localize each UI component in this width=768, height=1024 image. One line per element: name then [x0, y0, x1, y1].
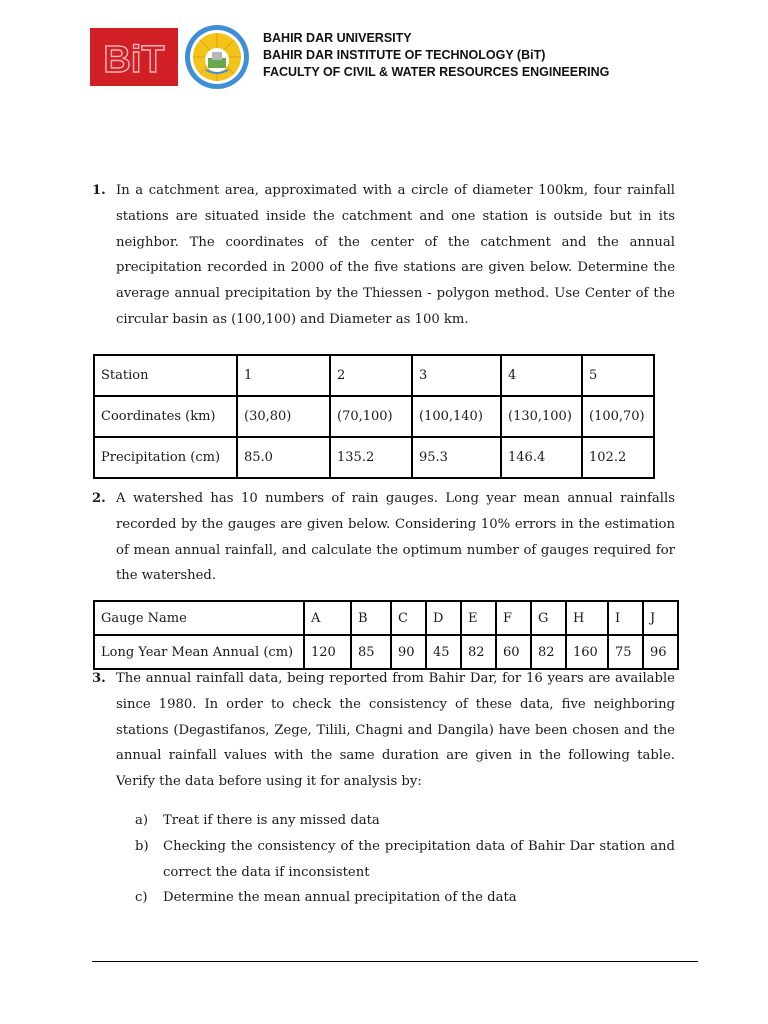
stations-table — [93, 354, 655, 479]
table-cell: (100,140) — [412, 396, 501, 437]
table-cell: 90 — [391, 635, 426, 669]
university-seal — [184, 24, 250, 90]
table-cell: 120 — [304, 635, 351, 669]
table-cell: 95.3 — [412, 437, 501, 478]
table-row — [94, 355, 654, 396]
bit-logo — [90, 28, 178, 86]
table-cell: 75 — [608, 635, 643, 669]
list-item-text: Checking the consistency of the precipitation data of Bahir Dar station and correct the data if inconsistent — [163, 838, 675, 880]
institute-name: BAHIR DAR INSTITUTE OF TECHNOLOGY (BiT) — [263, 48, 546, 62]
table-cell: 85.0 — [237, 437, 330, 478]
list-item-text: Treat if there is any missed data — [163, 813, 380, 828]
table-cell: 1 — [237, 355, 330, 396]
question-1 — [92, 178, 675, 333]
table-cell: Station — [94, 355, 237, 396]
page-header — [90, 24, 710, 90]
table-row — [94, 635, 678, 669]
footer-divider — [92, 961, 698, 962]
table-cell: Long Year Mean Annual (cm) — [94, 635, 304, 669]
table-cell: A — [304, 601, 351, 635]
sub-question-list — [135, 808, 675, 911]
table-cell: 4 — [501, 355, 582, 396]
table-cell: H — [566, 601, 608, 635]
table-cell: J — [643, 601, 678, 635]
list-marker: a) — [135, 813, 149, 828]
table-cell: 5 — [582, 355, 654, 396]
question-number: 2. — [92, 491, 106, 506]
faculty-name: FACULTY OF CIVIL & WATER RESOURCES ENGINEERING — [263, 65, 610, 79]
question-3 — [92, 666, 675, 795]
bit-logo-text: BiT — [103, 39, 165, 81]
table-cell: 82 — [531, 635, 566, 669]
table-cell: Coordinates (km) — [94, 396, 237, 437]
list-item — [135, 834, 675, 886]
table-cell: Gauge Name — [94, 601, 304, 635]
table-cell: 160 — [566, 635, 608, 669]
table-cell: I — [608, 601, 643, 635]
question-text: In a catchment area, approximated with a circle of diameter 100km, four rainfall stations are situated inside the catchment and one station is outside but in its neighbor. The coordinates of the center of the catchment and the annual precipitation recorded in 2000 of the five stations are given below. Determine the average annual precipitation by the Thiessen - polygon method. Use Center of the circular basin as (100,100) and Diameter as 100 km. — [116, 183, 675, 327]
table-cell: (100,70) — [582, 396, 654, 437]
table-cell: (30,80) — [237, 396, 330, 437]
table-cell: E — [461, 601, 496, 635]
institution-names — [263, 30, 609, 81]
bit-logo-graphic — [90, 28, 178, 86]
table-cell: Precipitation (cm) — [94, 437, 237, 478]
table-cell: D — [426, 601, 461, 635]
list-item-text: Determine the mean annual precipitation of the data — [163, 890, 517, 906]
table-cell: 60 — [496, 635, 531, 669]
question-number: 1. — [92, 183, 106, 198]
table-cell: 82 — [461, 635, 496, 669]
question-2 — [92, 486, 675, 589]
question-number: 3. — [92, 671, 106, 686]
table-row — [94, 601, 678, 635]
table-cell: G — [531, 601, 566, 635]
university-name: BAHIR DAR UNIVERSITY — [263, 31, 412, 45]
list-item — [135, 885, 675, 911]
table-cell: 3 — [412, 355, 501, 396]
list-item — [135, 808, 675, 834]
seal-graphic — [184, 24, 250, 90]
question-text: A watershed has 10 numbers of rain gauges. Long year mean annual rainfalls recorded by the gauges are given below. Considering 10% errors in the estimation of mean annual rainfall, and calculate the optimum number of gauges required for the watershed. — [116, 491, 675, 584]
table-cell: 2 — [330, 355, 412, 396]
table-cell: 102.2 — [582, 437, 654, 478]
table-cell: F — [496, 601, 531, 635]
table-cell: 45 — [426, 635, 461, 669]
table-cell: (130,100) — [501, 396, 582, 437]
table-cell: 96 — [643, 635, 678, 669]
table-cell: 85 — [351, 635, 391, 669]
table-cell: C — [391, 601, 426, 635]
table-row — [94, 437, 654, 478]
table-cell: 146.4 — [501, 437, 582, 478]
table-cell: (70,100) — [330, 396, 412, 437]
list-marker: b) — [135, 838, 149, 854]
table-row — [94, 396, 654, 437]
table-cell: 135.2 — [330, 437, 412, 478]
gauges-table — [93, 600, 679, 670]
table-cell: B — [351, 601, 391, 635]
question-text: The annual rainfall data, being reported from Bahir Dar, for 16 years are available since 1980. In order to check the consistency of these data, five neighboring stations (Degastifanos, Zege, Tilili, Chagni and Dangila) have been chosen and the annual rainfall values with the same duration are given in the following table. Verify the data before using it for analysis by: — [116, 671, 675, 790]
list-marker: c) — [135, 890, 148, 906]
